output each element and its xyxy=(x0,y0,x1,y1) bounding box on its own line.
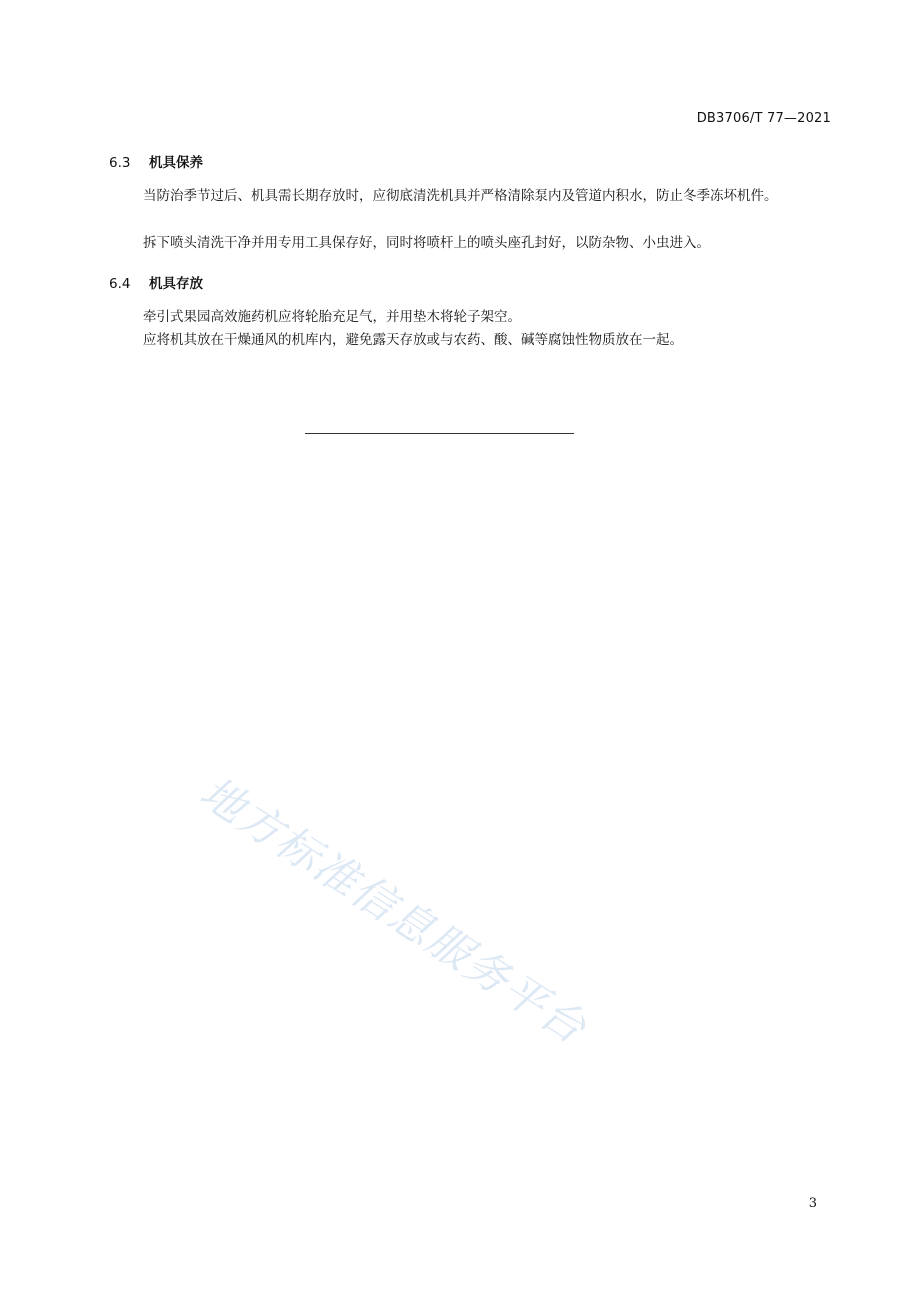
section-title: 机具保养 xyxy=(149,155,203,171)
paragraph: 拆下喷头清洗干净并用专用工具保存好，同时将喷杆上的喷头座孔封好，以防杂物、小虫进入。 xyxy=(143,235,710,251)
paragraph: 牵引式果园高效施药机应将轮胎充足气，并用垫木将轮子架空。 xyxy=(143,309,521,325)
paragraph: 当防治季节过后、机具需长期存放时，应彻底清洗机具并严格清除泵内及管道内积水，防止冬季冻坏机件。 xyxy=(143,188,778,204)
section-number: 6.4 xyxy=(109,276,131,292)
section-heading-6-4 xyxy=(109,272,203,292)
page-number: 3 xyxy=(808,1196,817,1211)
document-code: DB3706/T 77—2021 xyxy=(696,111,831,126)
section-title: 机具存放 xyxy=(149,276,203,292)
paragraph: 应将机其放在干燥通风的机库内，避免露天存放或与农药、酸、碱等腐蚀性物质放在一起。 xyxy=(143,332,683,348)
section-number: 6.3 xyxy=(109,155,131,171)
section-heading-6-3 xyxy=(109,151,203,171)
watermark: 地方标准信息服务平台 xyxy=(190,767,596,1055)
end-of-document-rule xyxy=(305,433,574,434)
